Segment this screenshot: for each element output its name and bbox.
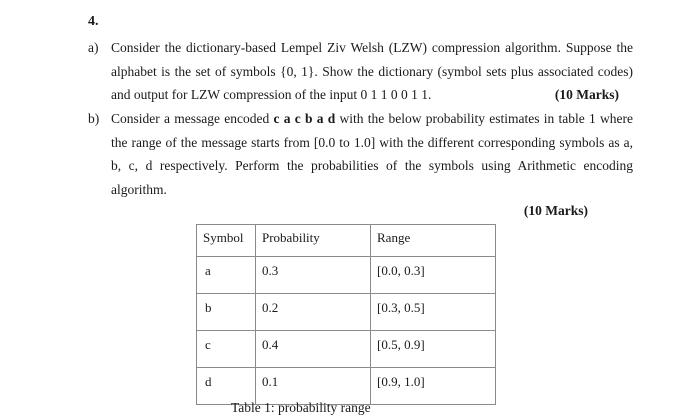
cell-symbol: c	[197, 331, 256, 368]
part-a-text: Consider the dictionary-based Lempel Ziv Welsh (LZW) compression algorithm. Suppose the alphabet is the set of symbols {0, 1}. Show the dictionary (symbol sets plus associated codes) and output for LZW compression of the input 0 1 1 0 0 1 1.	[111, 40, 633, 102]
cell-probability: 0.1	[256, 368, 371, 405]
part-b-text-before: Consider a message encoded	[111, 111, 274, 126]
part-b-text-after: with the below probability estimates in table 1 where the range of the message starts from [0.0 to 1.0] with the different corresponding symbols as a, b, c, d respectively. Perform the probabilities of the symbols using Arithmetic encoding algorithm.	[111, 111, 633, 197]
question-part-b	[88, 107, 633, 201]
part-b-label: b)	[88, 111, 100, 126]
question-part-a	[88, 36, 633, 107]
table-row	[197, 331, 496, 368]
table-row	[197, 294, 496, 331]
table-caption: Table 1: probability range	[231, 400, 371, 415]
cell-symbol: b	[197, 294, 256, 331]
table-row	[197, 368, 496, 405]
part-a-marks: (10 Marks)	[554, 87, 619, 102]
cell-range: [0.0, 0.3]	[371, 257, 496, 294]
cell-symbol: d	[197, 368, 256, 405]
header-range: Range	[371, 225, 496, 257]
question-number: 4.	[88, 14, 99, 29]
table-header-row	[197, 225, 496, 257]
cell-probability: 0.4	[256, 331, 371, 368]
cell-probability: 0.2	[256, 294, 371, 331]
part-b-marks: (10 Marks)	[523, 203, 588, 218]
part-a-label: a)	[88, 40, 99, 55]
cell-range: [0.9, 1.0]	[371, 368, 496, 405]
cell-range: [0.3, 0.5]	[371, 294, 496, 331]
cell-probability: 0.3	[256, 257, 371, 294]
table-row	[197, 257, 496, 294]
probability-table	[196, 224, 496, 405]
header-probability: Probability	[256, 225, 371, 257]
cell-symbol: a	[197, 257, 256, 294]
cell-range: [0.5, 0.9]	[371, 331, 496, 368]
header-symbol: Symbol	[197, 225, 256, 257]
part-b-message: c a c b a d	[273, 111, 336, 126]
